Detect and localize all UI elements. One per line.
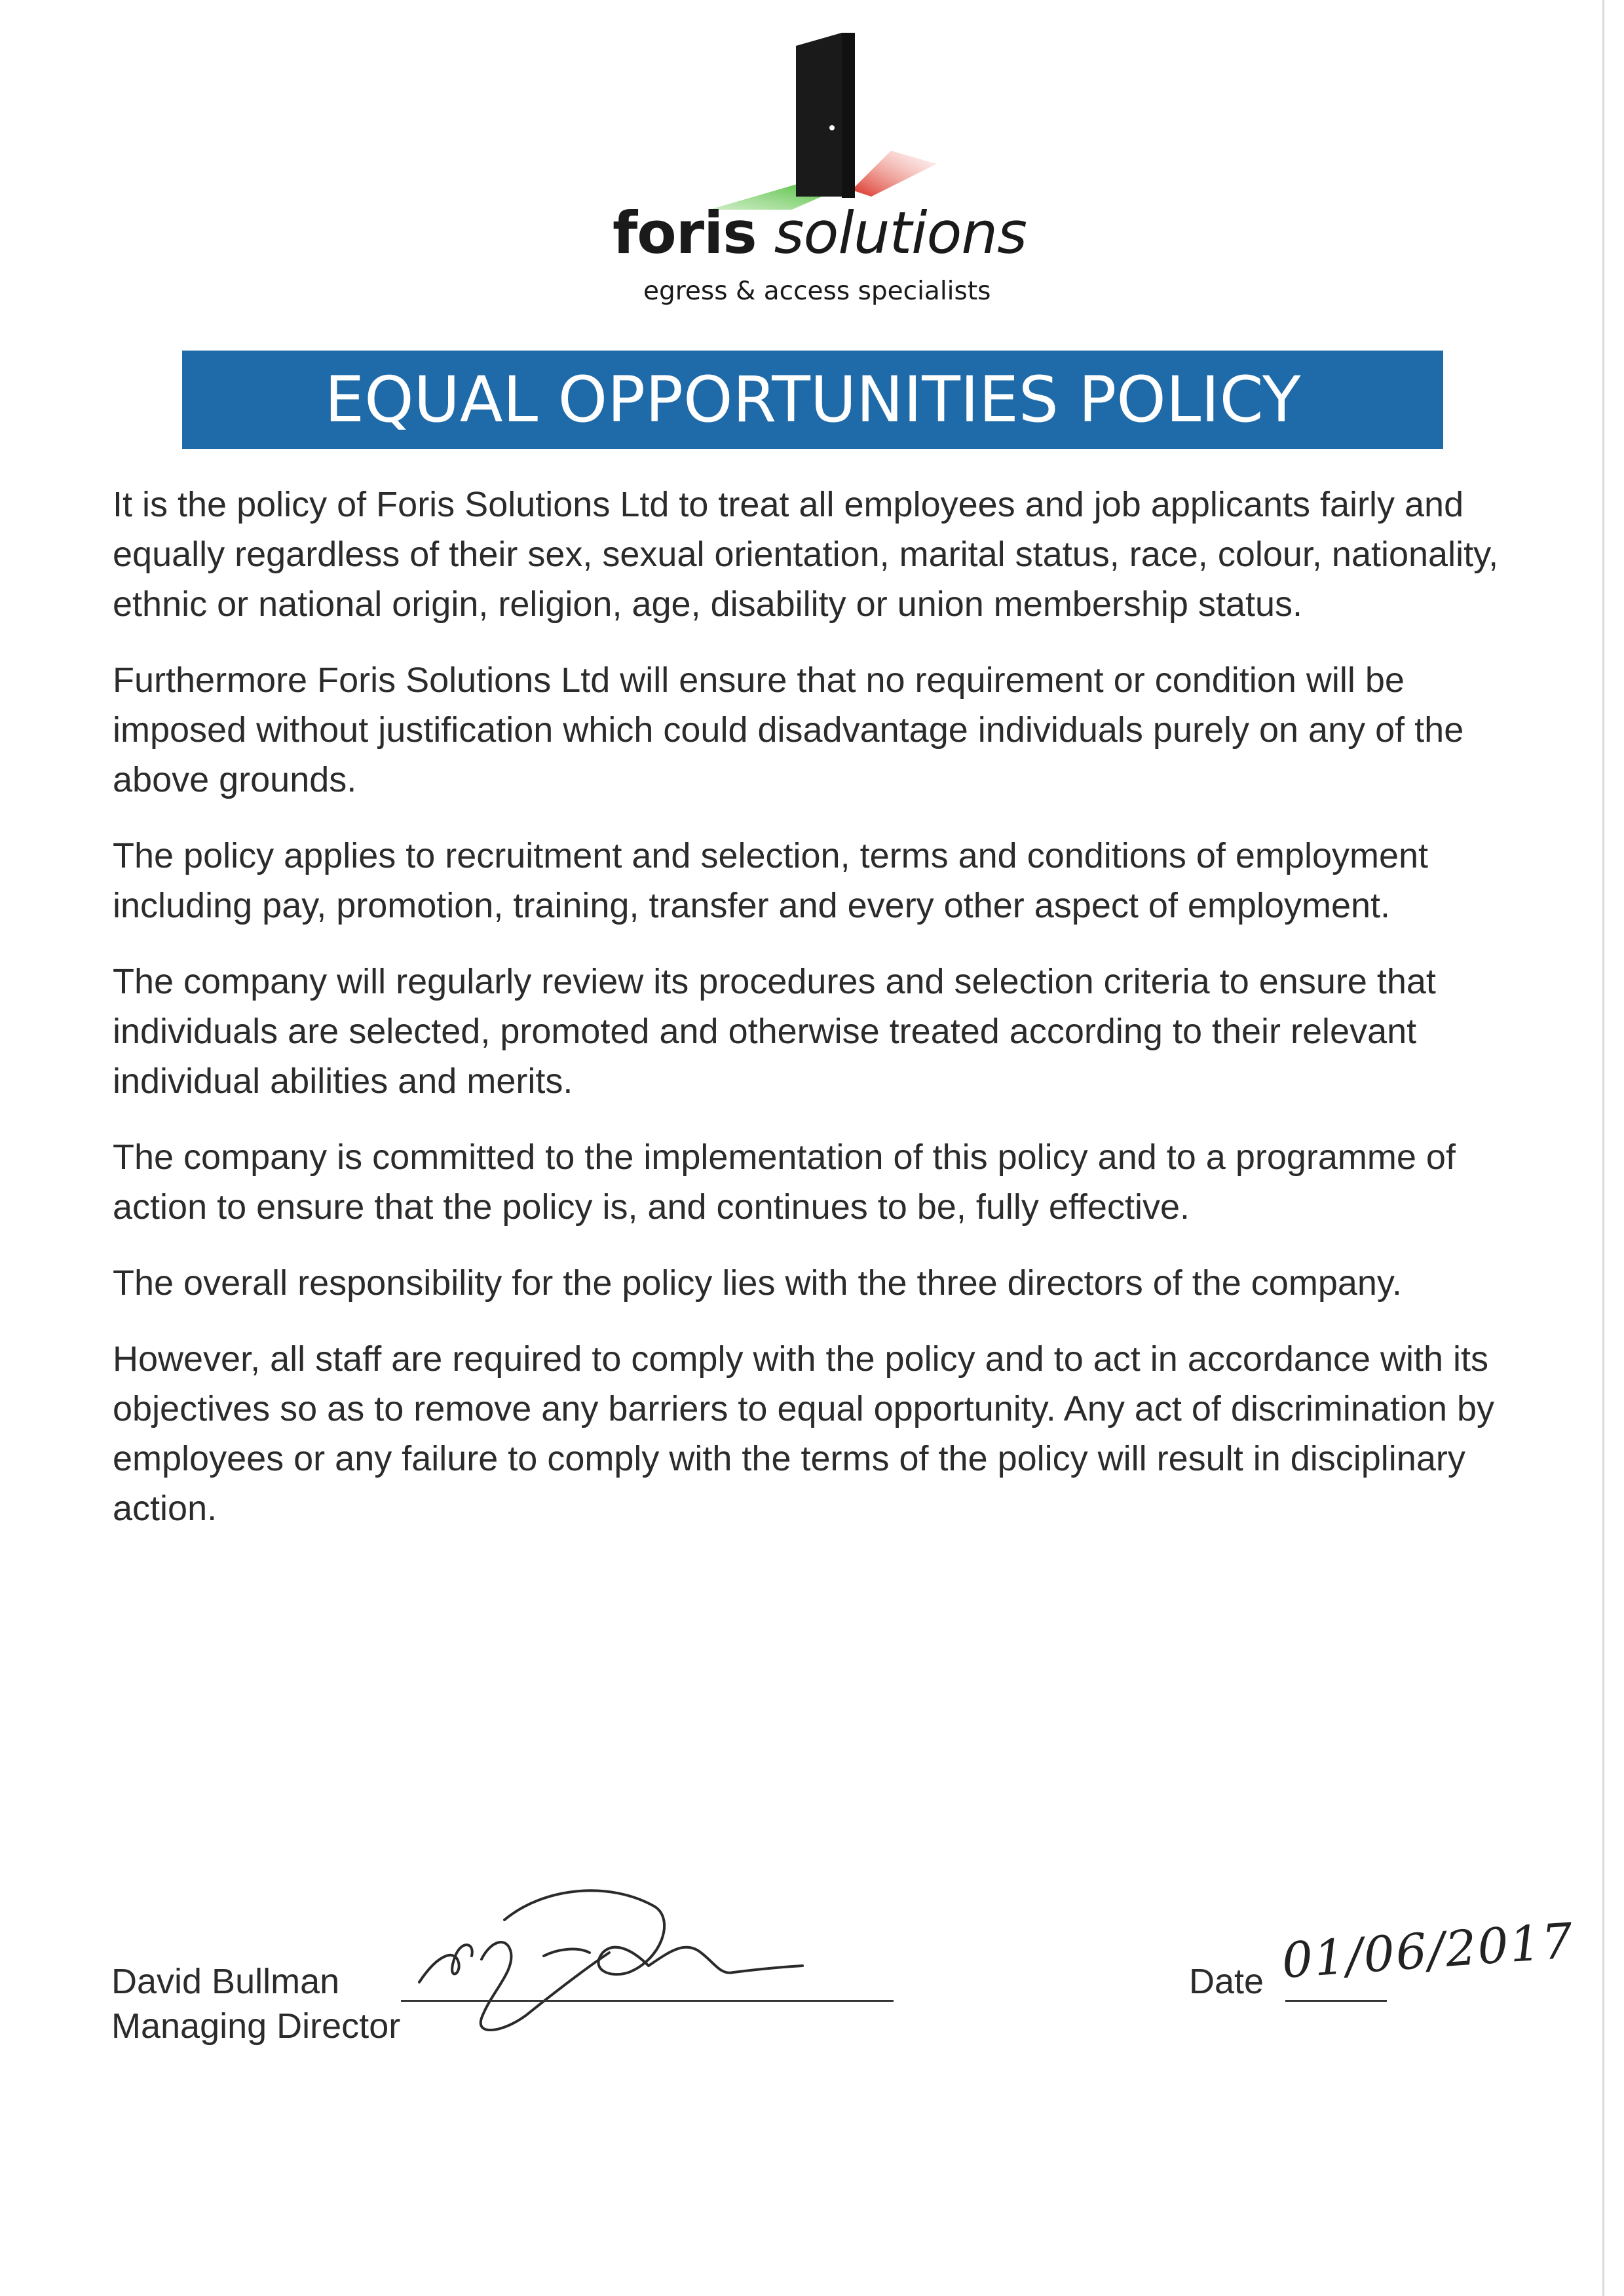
signature-line [401, 2000, 894, 2002]
logo-name-italic: solutions [774, 199, 1027, 267]
policy-paragraph: However, all staff are required to comply with the policy and to act in accordance with its objectives so as to remove any barriers to equal opportunity. Any act of discrimination by employees or any failure to comply with the terms of the policy will result in disciplinary action. [113, 1339, 1495, 1528]
policy-paragraph: The policy applies to recruitment and selection, terms and conditions of employment including pay, promotion, training, transfer and every other aspect of employment. [113, 836, 1429, 925]
signer-role: Managing Director [111, 2006, 401, 2046]
policy-paragraph: The company is committed to the implementation of this policy and to a programme of action to ensure that the policy is, and continues to be, fully effective. [113, 1138, 1456, 1227]
date-label: Date [1189, 1962, 1264, 2001]
policy-paragraph: The overall responsibility for the policy lies with the three directors of the company. [113, 1263, 1402, 1303]
signer-name: David Bullman [111, 1962, 340, 2001]
door-logo-icon [609, 33, 1029, 210]
page-edge [1602, 0, 1604, 2296]
signer-block [111, 1959, 400, 2048]
logo-tagline: egress & access specialists [643, 277, 991, 306]
policy-paragraph: It is the policy of Foris Solutions Ltd to treat all employees and job applicants fairly and equally regardless of their sex, sexual orientation, marital status, race, colour, nationality, ethnic or national origin, religion, age, disability or union membership status. [113, 485, 1499, 624]
policy-paragraph: Furthermore Foris Solutions Ltd will ensure that no requirement or condition will be imposed without justification which could disadvantage individuals purely on any of the above grounds. [113, 660, 1464, 799]
company-logo [609, 33, 1029, 315]
title-banner [182, 351, 1443, 449]
logo-wordmark [613, 199, 1027, 267]
page-title: EQUAL OPPORTUNITIES POLICY [324, 363, 1301, 436]
logo-name-bold: foris [613, 199, 757, 267]
policy-body [113, 480, 1521, 1559]
policy-paragraph: The company will regularly review its procedures and selection criteria to ensure that individuals are selected, promoted and otherwise treated according to their relevant individual abilities and merits. [113, 962, 1436, 1101]
date-line [1285, 2000, 1387, 2002]
handwritten-date: 01/06/2017 [1280, 1913, 1576, 1989]
